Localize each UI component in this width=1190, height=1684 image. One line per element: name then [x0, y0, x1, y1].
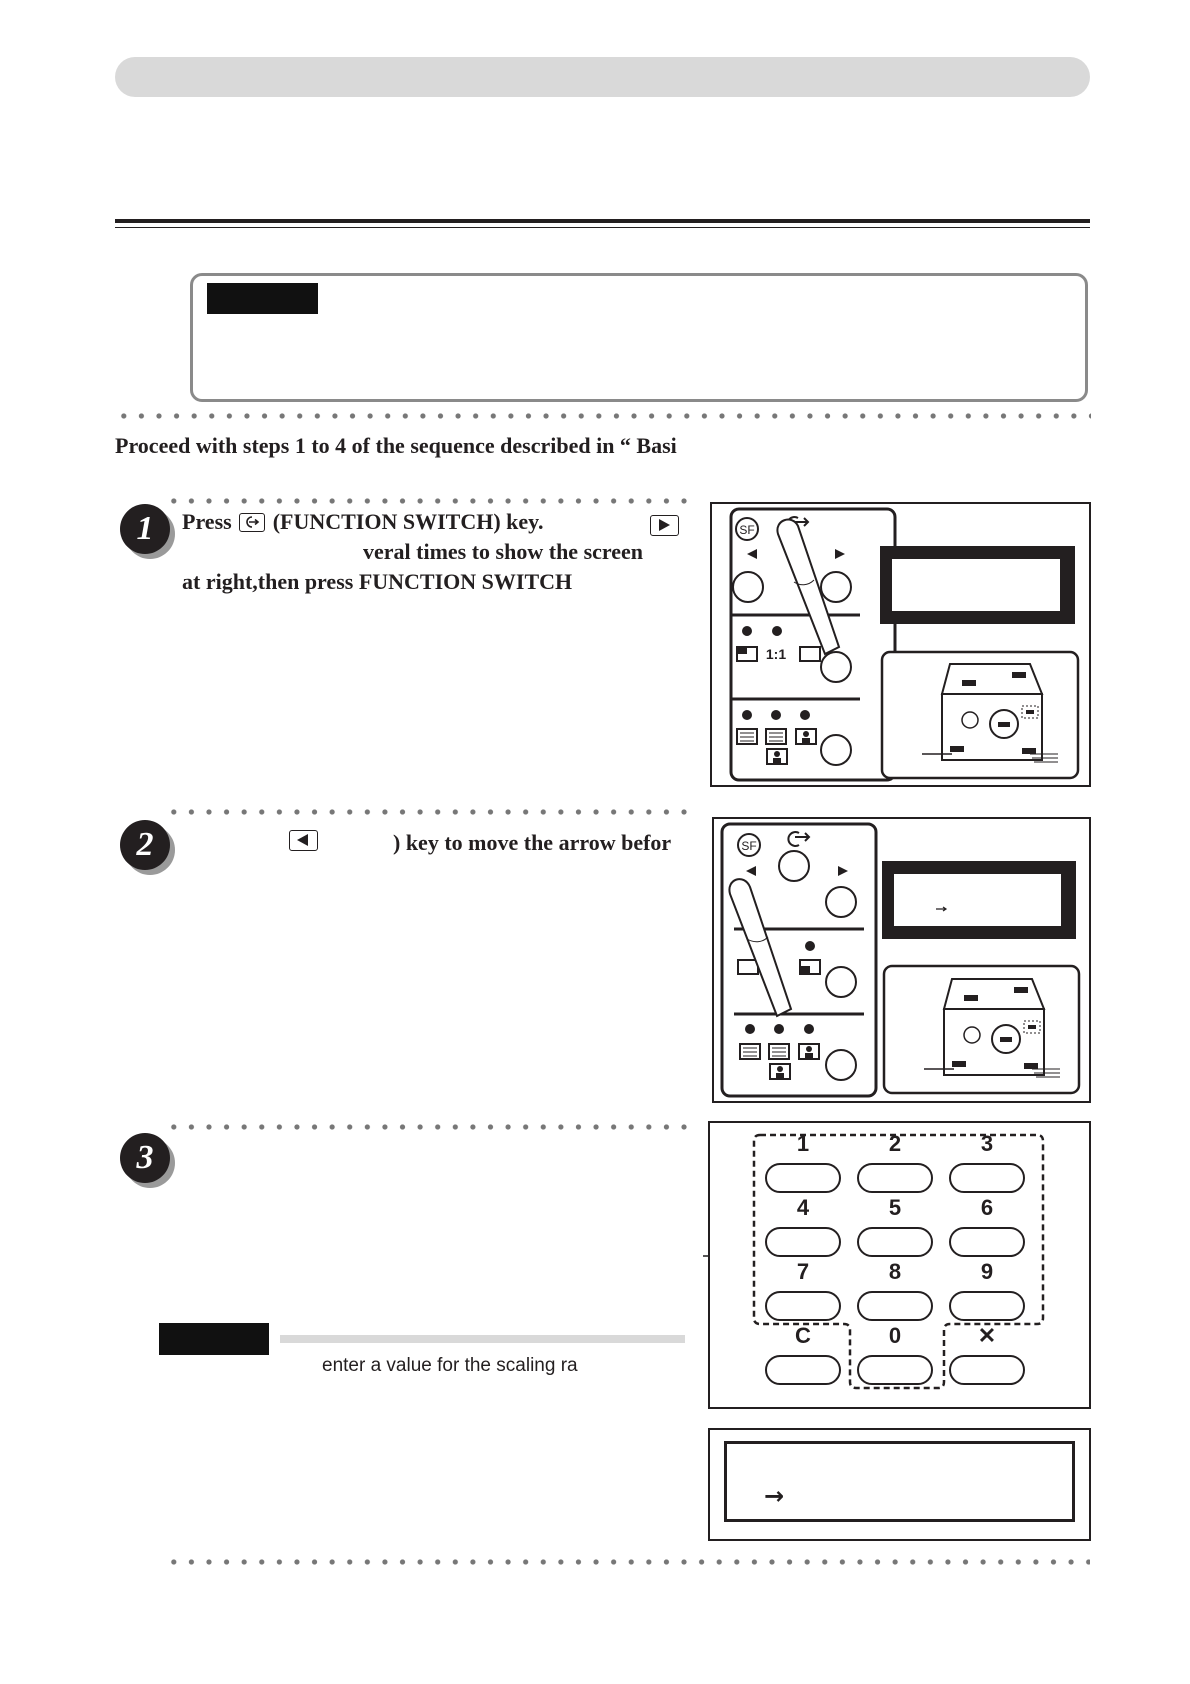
keypad-key-3[interactable]: [950, 1131, 1024, 1192]
header-bar: [115, 57, 1090, 97]
bottom-separator: [165, 1559, 1090, 1565]
keypad-key-7[interactable]: [766, 1259, 840, 1320]
keypad-key-label: ✕: [977, 1323, 997, 1348]
step2-panel-figure: [712, 817, 1091, 1103]
function-switch-key-icon: [239, 513, 265, 532]
keypad-key-label: 7: [796, 1259, 810, 1284]
keypad-key-label: 0: [888, 1323, 902, 1348]
step1-line3: at right,then press FUNCTION SWITCH: [182, 569, 573, 594]
step1-press-text: Press: [182, 509, 232, 534]
keypad-key-label: 3: [980, 1131, 994, 1156]
step3-note-text: enter a value for the scaling ra: [322, 1355, 578, 1376]
keypad-key-4[interactable]: [766, 1195, 840, 1256]
keypad-key-button[interactable]: [766, 1356, 840, 1384]
keypad-key-button[interactable]: [950, 1164, 1024, 1192]
keypad-key-button[interactable]: [950, 1292, 1024, 1320]
step1-line1: [182, 507, 543, 536]
keypad-key-6[interactable]: [950, 1195, 1024, 1256]
right-arrow-key-icon: [650, 515, 679, 536]
step1-line2: veral times to show the screen: [363, 539, 644, 564]
keypad-key-C[interactable]: [766, 1323, 840, 1384]
step3-separator: [165, 1124, 690, 1130]
sf-label-2: SF: [741, 839, 757, 853]
left-arrow-key-icon: [289, 830, 318, 851]
step1-key-text: (FUNCTION SWITCH) key.: [272, 509, 544, 534]
keypad-key-button[interactable]: [766, 1292, 840, 1320]
step1-separator: [165, 498, 690, 504]
step1-badge: 1: [120, 504, 170, 554]
keypad-key-2[interactable]: [858, 1131, 932, 1192]
keypad-key-1[interactable]: [766, 1131, 840, 1192]
keypad-key-0[interactable]: [858, 1323, 932, 1384]
dotted-separator: [115, 413, 1091, 419]
keypad-key-label: C: [795, 1323, 811, 1348]
keypad-key-button[interactable]: [950, 1356, 1024, 1384]
keypad-key-button[interactable]: [858, 1164, 932, 1192]
step1-panel-figure: [710, 502, 1091, 787]
keypad-key-label: 8: [888, 1259, 902, 1284]
note-box: [190, 273, 1088, 402]
keypad-key-button[interactable]: [858, 1228, 932, 1256]
keypad-key-button[interactable]: [858, 1356, 932, 1384]
step2-text: ) key to move the arrow befor: [393, 830, 672, 855]
note-label-tag: [207, 283, 318, 314]
title-rule-thin: [115, 227, 1090, 228]
display-figure: [708, 1428, 1091, 1541]
keypad-key-label: 5: [888, 1195, 902, 1220]
step3-note-tag: [159, 1323, 269, 1355]
keypad-key-5[interactable]: [858, 1195, 932, 1256]
keypad-key-button[interactable]: [950, 1228, 1024, 1256]
keypad-figure: [708, 1121, 1091, 1409]
keypad-key-label: 1: [796, 1131, 810, 1156]
keypad-key-button[interactable]: [766, 1164, 840, 1192]
step3-note-bar: [280, 1335, 685, 1343]
step2-separator: [165, 809, 690, 815]
sf-label: SF: [739, 523, 755, 537]
title-rule: [115, 219, 1090, 223]
keypad-key-8[interactable]: [858, 1259, 932, 1320]
keypad-key-button[interactable]: [858, 1292, 932, 1320]
step2-badge: 2: [120, 820, 170, 870]
keypad-key-label: 2: [888, 1131, 902, 1156]
keypad-key-9[interactable]: [950, 1259, 1024, 1320]
keypad-key-label: 6: [980, 1195, 994, 1220]
keypad-key-label: 9: [980, 1259, 994, 1284]
step3-badge: 3: [120, 1133, 170, 1183]
ratio-label: 1:1: [765, 646, 787, 662]
keypad-key-✕[interactable]: [950, 1323, 1024, 1384]
keypad-key-button[interactable]: [766, 1228, 840, 1256]
keypad-key-label: 4: [796, 1195, 810, 1220]
display-arrow: →: [764, 1482, 785, 1510]
intro-text: Proceed with steps 1 to 4 of the sequence described in “ Basi: [115, 433, 677, 458]
